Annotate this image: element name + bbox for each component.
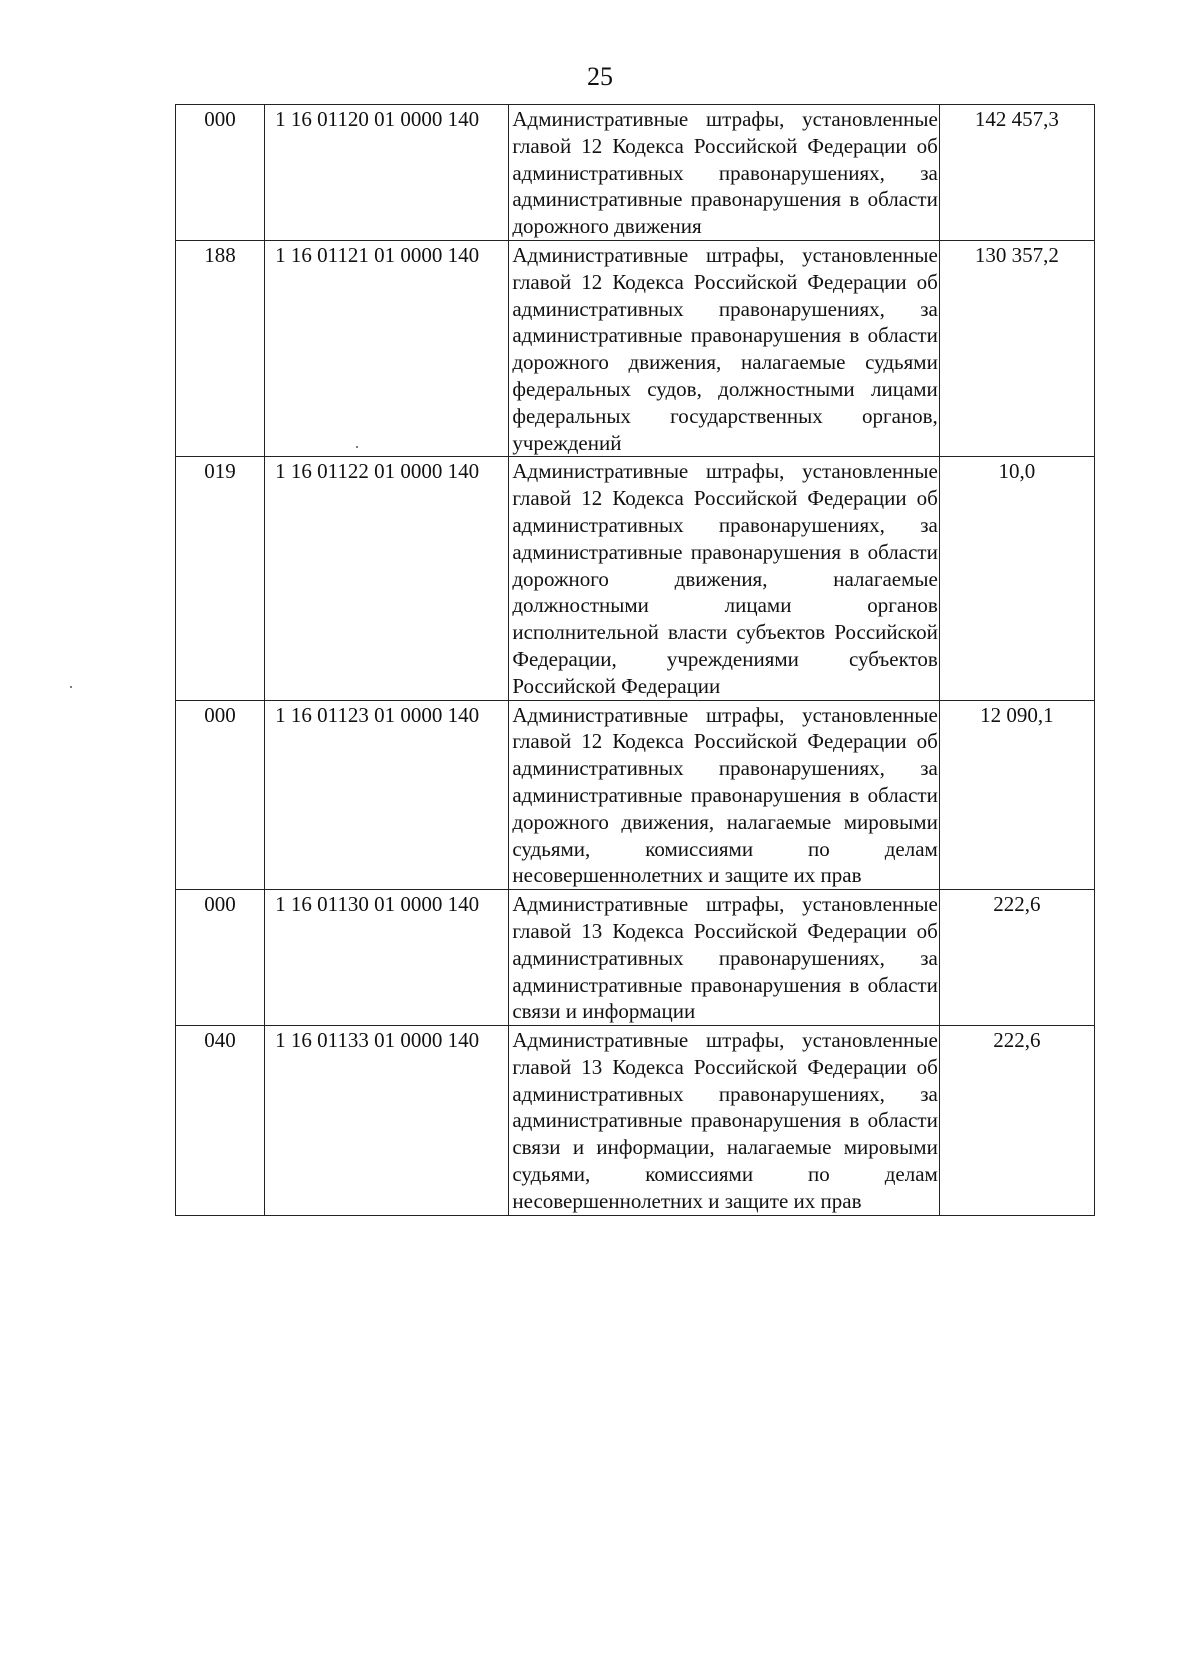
scan-speck — [70, 686, 72, 688]
amount-cell: 222,6 — [939, 1026, 1094, 1216]
amount-cell: 10,0 — [939, 457, 1094, 700]
amount-cell: 222,6 — [939, 890, 1094, 1026]
table-row — [176, 105, 1095, 241]
amount-cell: 142 457,3 — [939, 105, 1094, 241]
admin-code-cell: 040 — [176, 1026, 265, 1216]
description-cell: Административные штрафы, установленные главой 13 Кодекса Российской Федерации об административных правонарушениях, за административные правонарушения в области связи и информации — [509, 890, 939, 1026]
scan-speck — [356, 446, 358, 448]
description-cell: Административные штрафы, установленные главой 13 Кодекса Российской Федерации об административных правонарушениях, за административные правонарушения в области связи и информации, налагаемые мировыми судьями, комиссиями по делам несовершеннолетних и защите их прав — [509, 1026, 939, 1216]
table-row — [176, 700, 1095, 890]
admin-code-cell: 000 — [176, 700, 265, 890]
amount-cell: 12 090,1 — [939, 700, 1094, 890]
table-row — [176, 890, 1095, 1026]
budget-code-cell: 1 16 01120 01 0000 140 — [265, 105, 509, 241]
admin-code-cell: 019 — [176, 457, 265, 700]
table-row — [176, 1026, 1095, 1216]
table-row — [176, 240, 1095, 456]
description-cell: Административные штрафы, установленные главой 12 Кодекса Российской Федерации об административных правонарушениях, за административные правонарушения в области дорожного движения — [509, 105, 939, 241]
admin-code-cell: 000 — [176, 890, 265, 1026]
description-cell: Административные штрафы, установленные главой 12 Кодекса Российской Федерации об административных правонарушениях, за административные правонарушения в области дорожного движения, налагаемые должностными лицами органов исполнительной власти субъектов Российской Федерации, учреждениями субъектов Российской Федерации — [509, 457, 939, 700]
table-row — [176, 457, 1095, 700]
description-cell: Административные штрафы, установленные главой 12 Кодекса Российской Федерации об административных правонарушениях, за административные правонарушения в области дорожного движения, налагаемые судьями федеральных судов, должностными лицами федеральных государственных органов, учреждений — [509, 240, 939, 456]
budget-code-cell: 1 16 01130 01 0000 140 — [265, 890, 509, 1026]
budget-revenue-table — [175, 104, 1095, 1216]
amount-cell: 130 357,2 — [939, 240, 1094, 456]
budget-code-cell: 1 16 01121 01 0000 140 — [265, 240, 509, 456]
page-number: 25 — [587, 62, 613, 91]
admin-code-cell: 188 — [176, 240, 265, 456]
budget-code-cell: 1 16 01122 01 0000 140 — [265, 457, 509, 700]
admin-code-cell: 000 — [176, 105, 265, 241]
description-cell: Административные штрафы, установленные главой 12 Кодекса Российской Федерации об административных правонарушениях, за административные правонарушения в области дорожного движения, налагаемые мировыми судьями, комиссиями по делам несовершеннолетних и защите их прав — [509, 700, 939, 890]
budget-code-cell: 1 16 01133 01 0000 140 — [265, 1026, 509, 1216]
budget-code-cell: 1 16 01123 01 0000 140 — [265, 700, 509, 890]
